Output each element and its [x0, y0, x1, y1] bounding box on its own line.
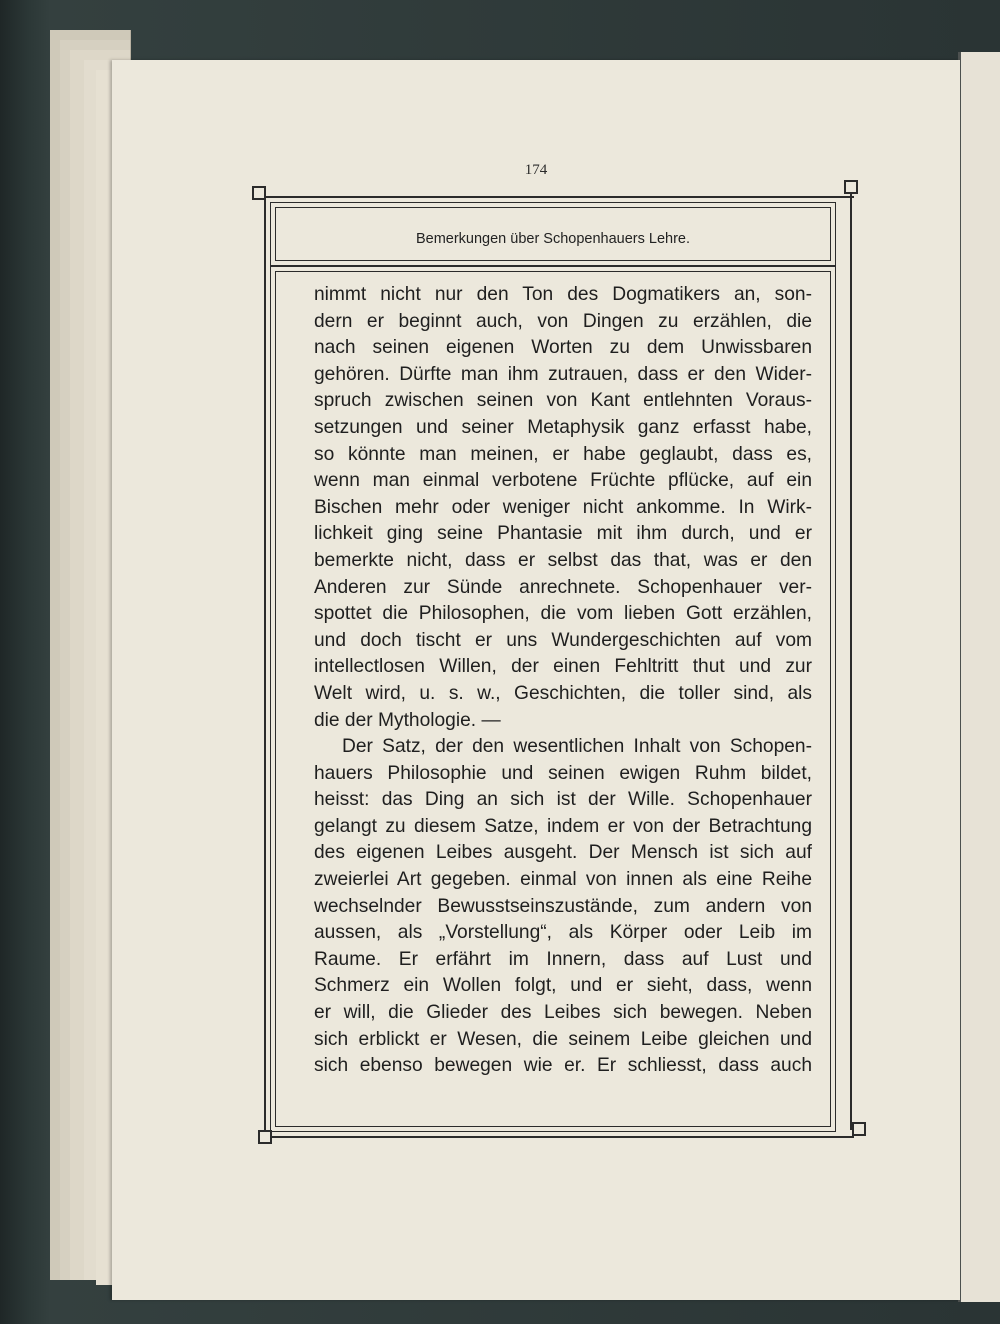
text-line: sich erblickt er Wesen, die seinem Leibe gleichen und [314, 1028, 812, 1050]
text-line: intellectlosen Willen, der einen Fehltritt thut und zur [314, 656, 812, 678]
frame-corner-bottom-right [852, 1122, 866, 1136]
text-line: sich ebenso bewegen wie er. Er schliesst, dass auch [314, 1055, 812, 1077]
text-line: nimmt nicht nur den Ton des Dogmatikers an, son- [314, 284, 812, 305]
text-line: spottet die Philosophen, die vom lieben Gott erzählen, [314, 603, 812, 625]
text-line: Schmerz ein Wollen folgt, und er sieht, dass, wenn [314, 975, 812, 997]
text-line: des eigenen Leibes ausgeht. Der Mensch ist sich auf [314, 842, 812, 864]
body-text [314, 282, 812, 1080]
text-line: bemerkte nicht, dass er selbst das that, was er den [314, 549, 812, 571]
text-line: aussen, als „Vorstellung“, als Körper oder Leib im [314, 922, 812, 944]
text-line: Raume. Er erfährt im Innern, dass auf Lust und [314, 948, 812, 970]
text-line: Welt wird, u. s. w., Geschichten, die toller sind, als [314, 682, 812, 704]
text-line: die der Mythologie. — [314, 709, 501, 731]
text-line: zweierlei Art gegeben. einmal von innen als eine Reihe [314, 869, 812, 891]
text-line: spruch zwischen seinen von Kant entlehnten Voraus- [314, 390, 812, 412]
text-line: er will, die Glieder des Leibes sich bewegen. Neben [314, 1002, 812, 1024]
frame-bottom-line [262, 1136, 854, 1138]
text-line: so könnte man meinen, er habe geglaubt, dass es, [314, 443, 812, 465]
text-line: lichkeit ging seine Phantasie mit ihm durch, und er [314, 523, 812, 545]
text-line: dern er beginnt auch, von Dingen zu erzählen, die [314, 310, 812, 332]
text-line: Der Satz, der den wesentlichen Inhalt von Schopen- [342, 736, 812, 758]
text-line: Anderen zur Sünde anrechnete. Schopenhauer ver- [314, 576, 812, 598]
text-line: setzungen und seiner Metaphysik ganz erfasst habe, [314, 416, 812, 438]
page-number: 174 [524, 162, 548, 178]
running-head-box [270, 202, 836, 266]
text-line: und doch tischt er uns Wundergeschichten auf vom [314, 629, 812, 651]
frame-corner-top-right [844, 180, 858, 194]
book-page [112, 60, 960, 1300]
frame-right-line [850, 186, 852, 1130]
text-line: hauers Philosophie und seinen ewigen Ruhm bildet, [314, 762, 812, 784]
frame-corner-bottom-left [258, 1130, 272, 1144]
text-line: wenn man einmal verbotene Früchte pflücke, auf ein [314, 470, 812, 492]
text-line: nach seinen eigenen Worten zu dem Unwissbaren [314, 337, 812, 359]
frame-left-line [264, 196, 266, 1138]
text-line: wechselnder Bewusstseinszustände, zum andern von [314, 895, 812, 917]
text-line: Bischen mehr oder weniger nicht ankomme. In Wirk- [314, 496, 812, 518]
text-line: gehören. Dürfte man ihm zutrauen, dass er den Wider- [314, 363, 812, 385]
text-line: gelangt zu diesem Satze, indem er von der Betrachtung [314, 815, 812, 837]
running-head: Bemerkungen über Schopenhauers Lehre. [415, 231, 691, 247]
frame-corner-top-left [252, 186, 266, 200]
facing-page [958, 52, 1000, 1302]
frame-top-line [262, 196, 854, 198]
text-line: heisst: das Ding an sich ist der Wille. Schopenhauer [314, 789, 812, 811]
